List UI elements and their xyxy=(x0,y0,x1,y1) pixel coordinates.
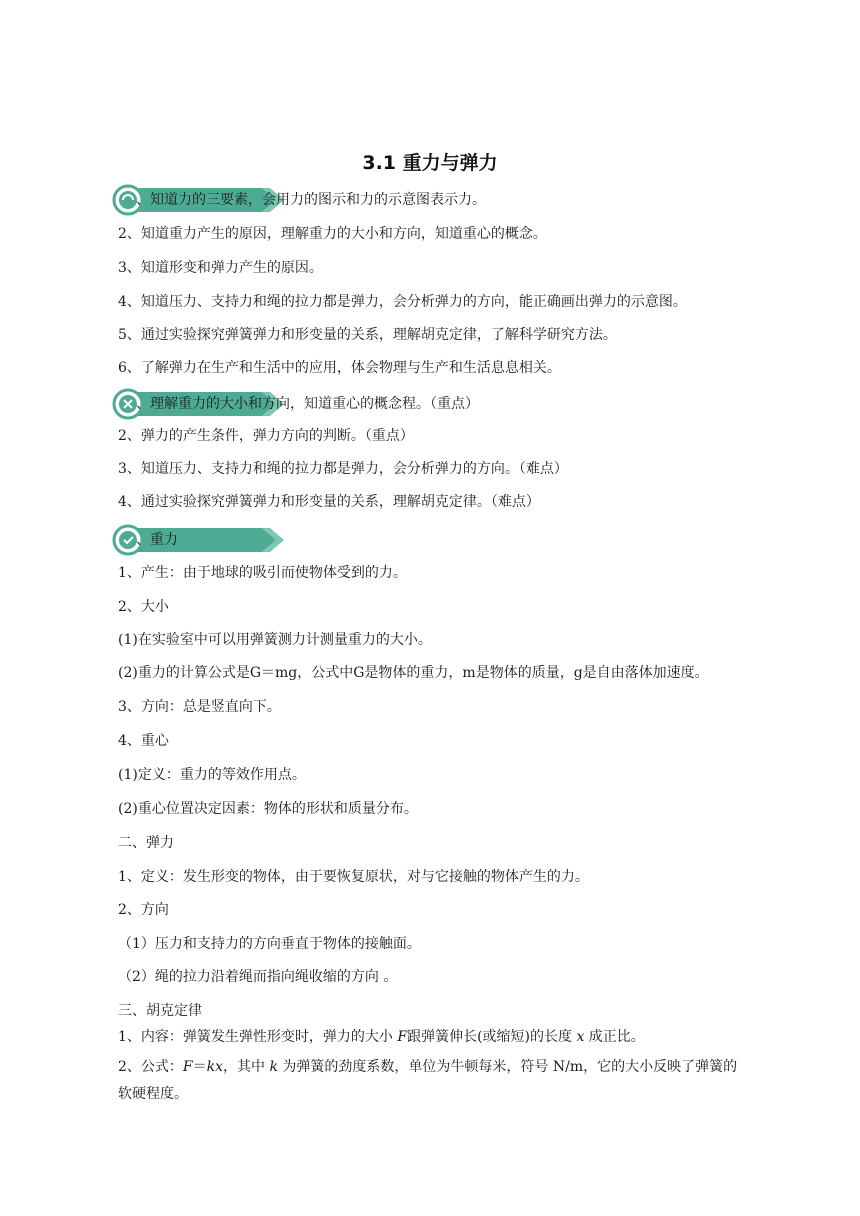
objective-6: 6、了解弹力在生产和生活中的应用，体会物理与生产和生活息息相关。 xyxy=(118,360,561,376)
symbol-x: x xyxy=(576,1029,585,1045)
text-run: 2、公式： xyxy=(118,1059,183,1075)
objective-1: 、知道力的三要素，会用力的图示和力的示意图表示力。 xyxy=(136,192,486,208)
text-run: 成正比。 xyxy=(584,1029,645,1045)
content-line: 2、大小 xyxy=(118,599,169,615)
section-heading-hooke: 三、胡克定律 xyxy=(118,1003,202,1019)
content-line: 1、产生：由于地球的吸引而使物体受到的力。 xyxy=(118,565,407,581)
page-title: 3.1 重力与弹力 xyxy=(362,152,498,174)
content-line: (2)重心位置决定因素：物体的形状和质量分布。 xyxy=(118,801,418,817)
symbol-F: F xyxy=(397,1029,408,1045)
content-line: （1）压力和支持力的方向垂直于物体的接触面。 xyxy=(118,936,421,952)
text-run: ＝ xyxy=(192,1059,207,1075)
text-run: 为弹簧的劲度系数，单位为牛顿每米，符号 N/m，它的大小反映了弹簧的软硬程度。 xyxy=(118,1059,738,1102)
text-run: ，其中 xyxy=(223,1059,270,1075)
content-line: 4、重心 xyxy=(118,733,169,749)
hooke-formula-line xyxy=(118,1054,748,1108)
keypoint-2: 2、弹力的产生条件，弹力方向的判断。（重点） xyxy=(118,428,414,444)
content-line: （2）绳的拉力沿着绳而指向绳收缩的方向 。 xyxy=(118,969,398,985)
content-line: 2、方向 xyxy=(118,902,169,918)
symbol-k: k xyxy=(269,1059,278,1075)
section-heading-gravity: 、重力 xyxy=(136,532,178,548)
keypoint-1: 、理解重力的大小和方向，知道重心的概念程。（重点） xyxy=(136,396,479,412)
content-line: (2)重力的计算公式是G＝mg，公式中G是物体的重力，m是物体的质量，g是自由落体加速度。 xyxy=(118,665,709,681)
text-run: 跟弹簧伸长(或缩短)的长度 xyxy=(407,1029,577,1045)
content-line: 1、定义：发生形变的物体，由于要恢复原状，对与它接触的物体产生的力。 xyxy=(118,869,589,885)
section-banner-objectives xyxy=(112,184,486,216)
objective-5: 5、通过实验探究弹簧弹力和形变量的关系，理解胡克定律，了解科学研究方法。 xyxy=(118,327,617,343)
section-heading-elastic: 二、弹力 xyxy=(118,835,174,851)
content-line: (1)定义：重力的等效作用点。 xyxy=(118,767,306,783)
symbol-kx: kx xyxy=(206,1059,224,1075)
hooke-content-line xyxy=(118,1027,645,1047)
section-banner-content xyxy=(112,524,292,556)
content-line: (1)在实验室中可以用弹簧测力计测量重力的大小。 xyxy=(118,632,432,648)
keypoint-3: 3、知道压力、支持力和绳的拉力都是弹力，会分析弹力的方向。（难点） xyxy=(118,461,568,477)
section-banner-keypoints xyxy=(112,388,479,420)
objective-2: 2、知道重力产生的原因，理解重力的大小和方向，知道重心的概念。 xyxy=(118,226,547,242)
keypoint-4: 4、通过实验探究弹簧弹力和形变量的关系，理解胡克定律。（难点） xyxy=(118,494,540,510)
symbol-F: F xyxy=(182,1059,193,1075)
text-run: 1、内容：弹簧发生弹性形变时，弹力的大小 xyxy=(118,1029,398,1045)
objective-3: 3、知道形变和弹力产生的原因。 xyxy=(118,260,323,276)
objective-4: 4、知道压力、支持力和绳的拉力都是弹力，会分析弹力的方向，能正确画出弹力的示意图。 xyxy=(118,294,687,310)
content-line: 3、方向：总是竖直向下。 xyxy=(118,699,281,715)
